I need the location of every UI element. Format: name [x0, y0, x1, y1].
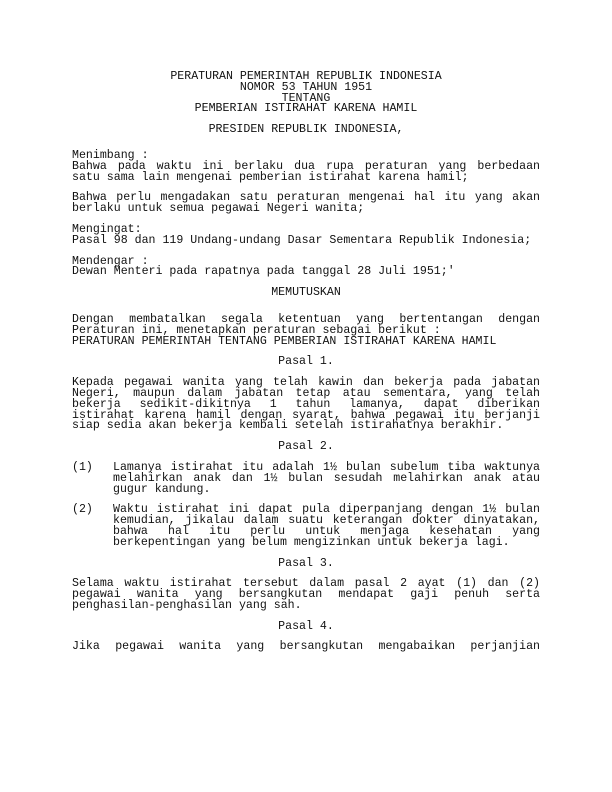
title-line-3: TENTANG: [281, 91, 331, 105]
ayat-line: bahwa hal itu perlu untuk menjaga kesehatan yang: [113, 524, 540, 538]
pasal-3-heading: Pasal 3.: [278, 556, 334, 570]
menimbang-b-line-2: berlaku untuk semua pegawai Negeri wanita;: [72, 202, 365, 216]
title-line-1: PERATURAN PEMERINTAH REPUBLIK INDONESIA: [170, 70, 442, 83]
pasal-4-line: Jika pegawai wanita yang bersangkutan mengabaikan perjanjian: [72, 640, 540, 654]
menimbang-a-line-1: Bahwa pada waktu ini berlaku dua rupa peraturan yang berbedaan: [72, 159, 540, 173]
pasal-2-heading: Pasal 2.: [278, 440, 334, 454]
pasal-1-line: istirahat karena hamil dengan syarat, bahwa pegawai itu berjanji: [72, 408, 540, 422]
ayat-number: (2): [72, 503, 93, 517]
ayat-line: kemudian, jikalau dalam suatu keterangan dokter dinyatakan,: [113, 514, 540, 528]
pasal-4-body: [72, 642, 540, 653]
menimbang-label: Menimbang :: [72, 148, 149, 162]
title-line-2: NOMOR 53 TAHUN 1951: [239, 80, 373, 94]
menimbang-b-line-1: Bahwa perlu mengadakan satu peraturan mengenai hal itu yang akan: [72, 191, 540, 205]
pasal-3-line: penghasilan-penghasilan yang sah.: [72, 598, 302, 612]
president-heading: PRESIDEN REPUBLIK INDONESIA,: [208, 123, 404, 137]
memutuskan-heading: MEMUTUSKAN: [271, 286, 341, 300]
memutuskan-line-2: Peraturan ini, menetapkan peraturan sebagai berikut :: [72, 323, 441, 337]
pasal-1-line: bekerja sedikit-dikitnya 1 tahun lamanya, dapat diberikan: [72, 397, 540, 411]
mendengar-label: Mendengar :: [72, 254, 149, 268]
ayat-line: berkepentingan yang belum mengizinkan untuk bekerja lagi.: [113, 535, 510, 549]
mengingat-text: Pasal 98 dan 119 Undang-undang Dasar Sementara Republik Indonesia;: [72, 233, 532, 247]
memutuskan-line-3: PERATURAN PEMERINTAH TENTANG PEMBERIAN ISTIRAHAT KARENA HAMIL: [72, 334, 497, 348]
document-page: [72, 72, 540, 653]
menimbang-a-line-2: satu sama lain mengenai pemberian istirahat karena hamil;: [72, 170, 469, 184]
ayat-line: gugur kandung.: [113, 482, 211, 496]
pasal-4-heading: Pasal 4.: [278, 619, 334, 633]
pasal-1-heading: Pasal 1.: [278, 355, 334, 369]
ayat-number: (1): [72, 460, 93, 474]
ayat-line: melahirkan anak dan 1½ bulan sesudah melahirkan anak atau: [113, 471, 540, 485]
pasal-1-body: [72, 378, 540, 432]
memutuskan-line-1: Dengan membatalkan segala ketentuan yang bertentangan dengan: [72, 312, 540, 326]
mengingat-label: Mengingat:: [72, 222, 142, 236]
ayat-line: Lamanya istirahat itu adalah 1½ bulan subelum tiba waktunya: [113, 460, 540, 474]
ayat-line: Waktu istirahat ini dapat pula diperpanjang dengan 1½ bulan: [113, 503, 540, 517]
menimbang-section: [72, 148, 540, 216]
memutuskan-section: [72, 312, 540, 348]
title-line-4: PEMBERIAN ISTIRAHAT KARENA HAMIL: [194, 102, 418, 116]
mendengar-text: Dewan Menteri pada rapatnya pada tanggal 28 Juli 1951;': [72, 265, 455, 279]
pasal-2-ayat-2: [72, 505, 540, 548]
pasal-3-body: [72, 579, 540, 611]
pasal-2-ayat-1: [72, 460, 540, 496]
pasal-3-line: Selama waktu istirahat tersebut dalam pasal 2 ayat (1) dan (2): [72, 577, 540, 591]
mendengar-section: [72, 254, 540, 279]
mengingat-section: [72, 222, 540, 247]
pasal-3-line: pegawai wanita yang bersangkutan mendapat gaji penuh serta: [72, 588, 540, 602]
pasal-1-line: Kepada pegawai wanita yang telah kawin dan bekerja pada jabatan: [72, 376, 540, 390]
pasal-1-line: siap sedia akan bekerja kembali setelah istirahatnya berakhir.: [72, 419, 504, 433]
document-title-block: [72, 72, 540, 115]
pasal-1-line: Negeri, maupun dalam jabatan tetap atau sementara, yang telah: [72, 386, 540, 400]
